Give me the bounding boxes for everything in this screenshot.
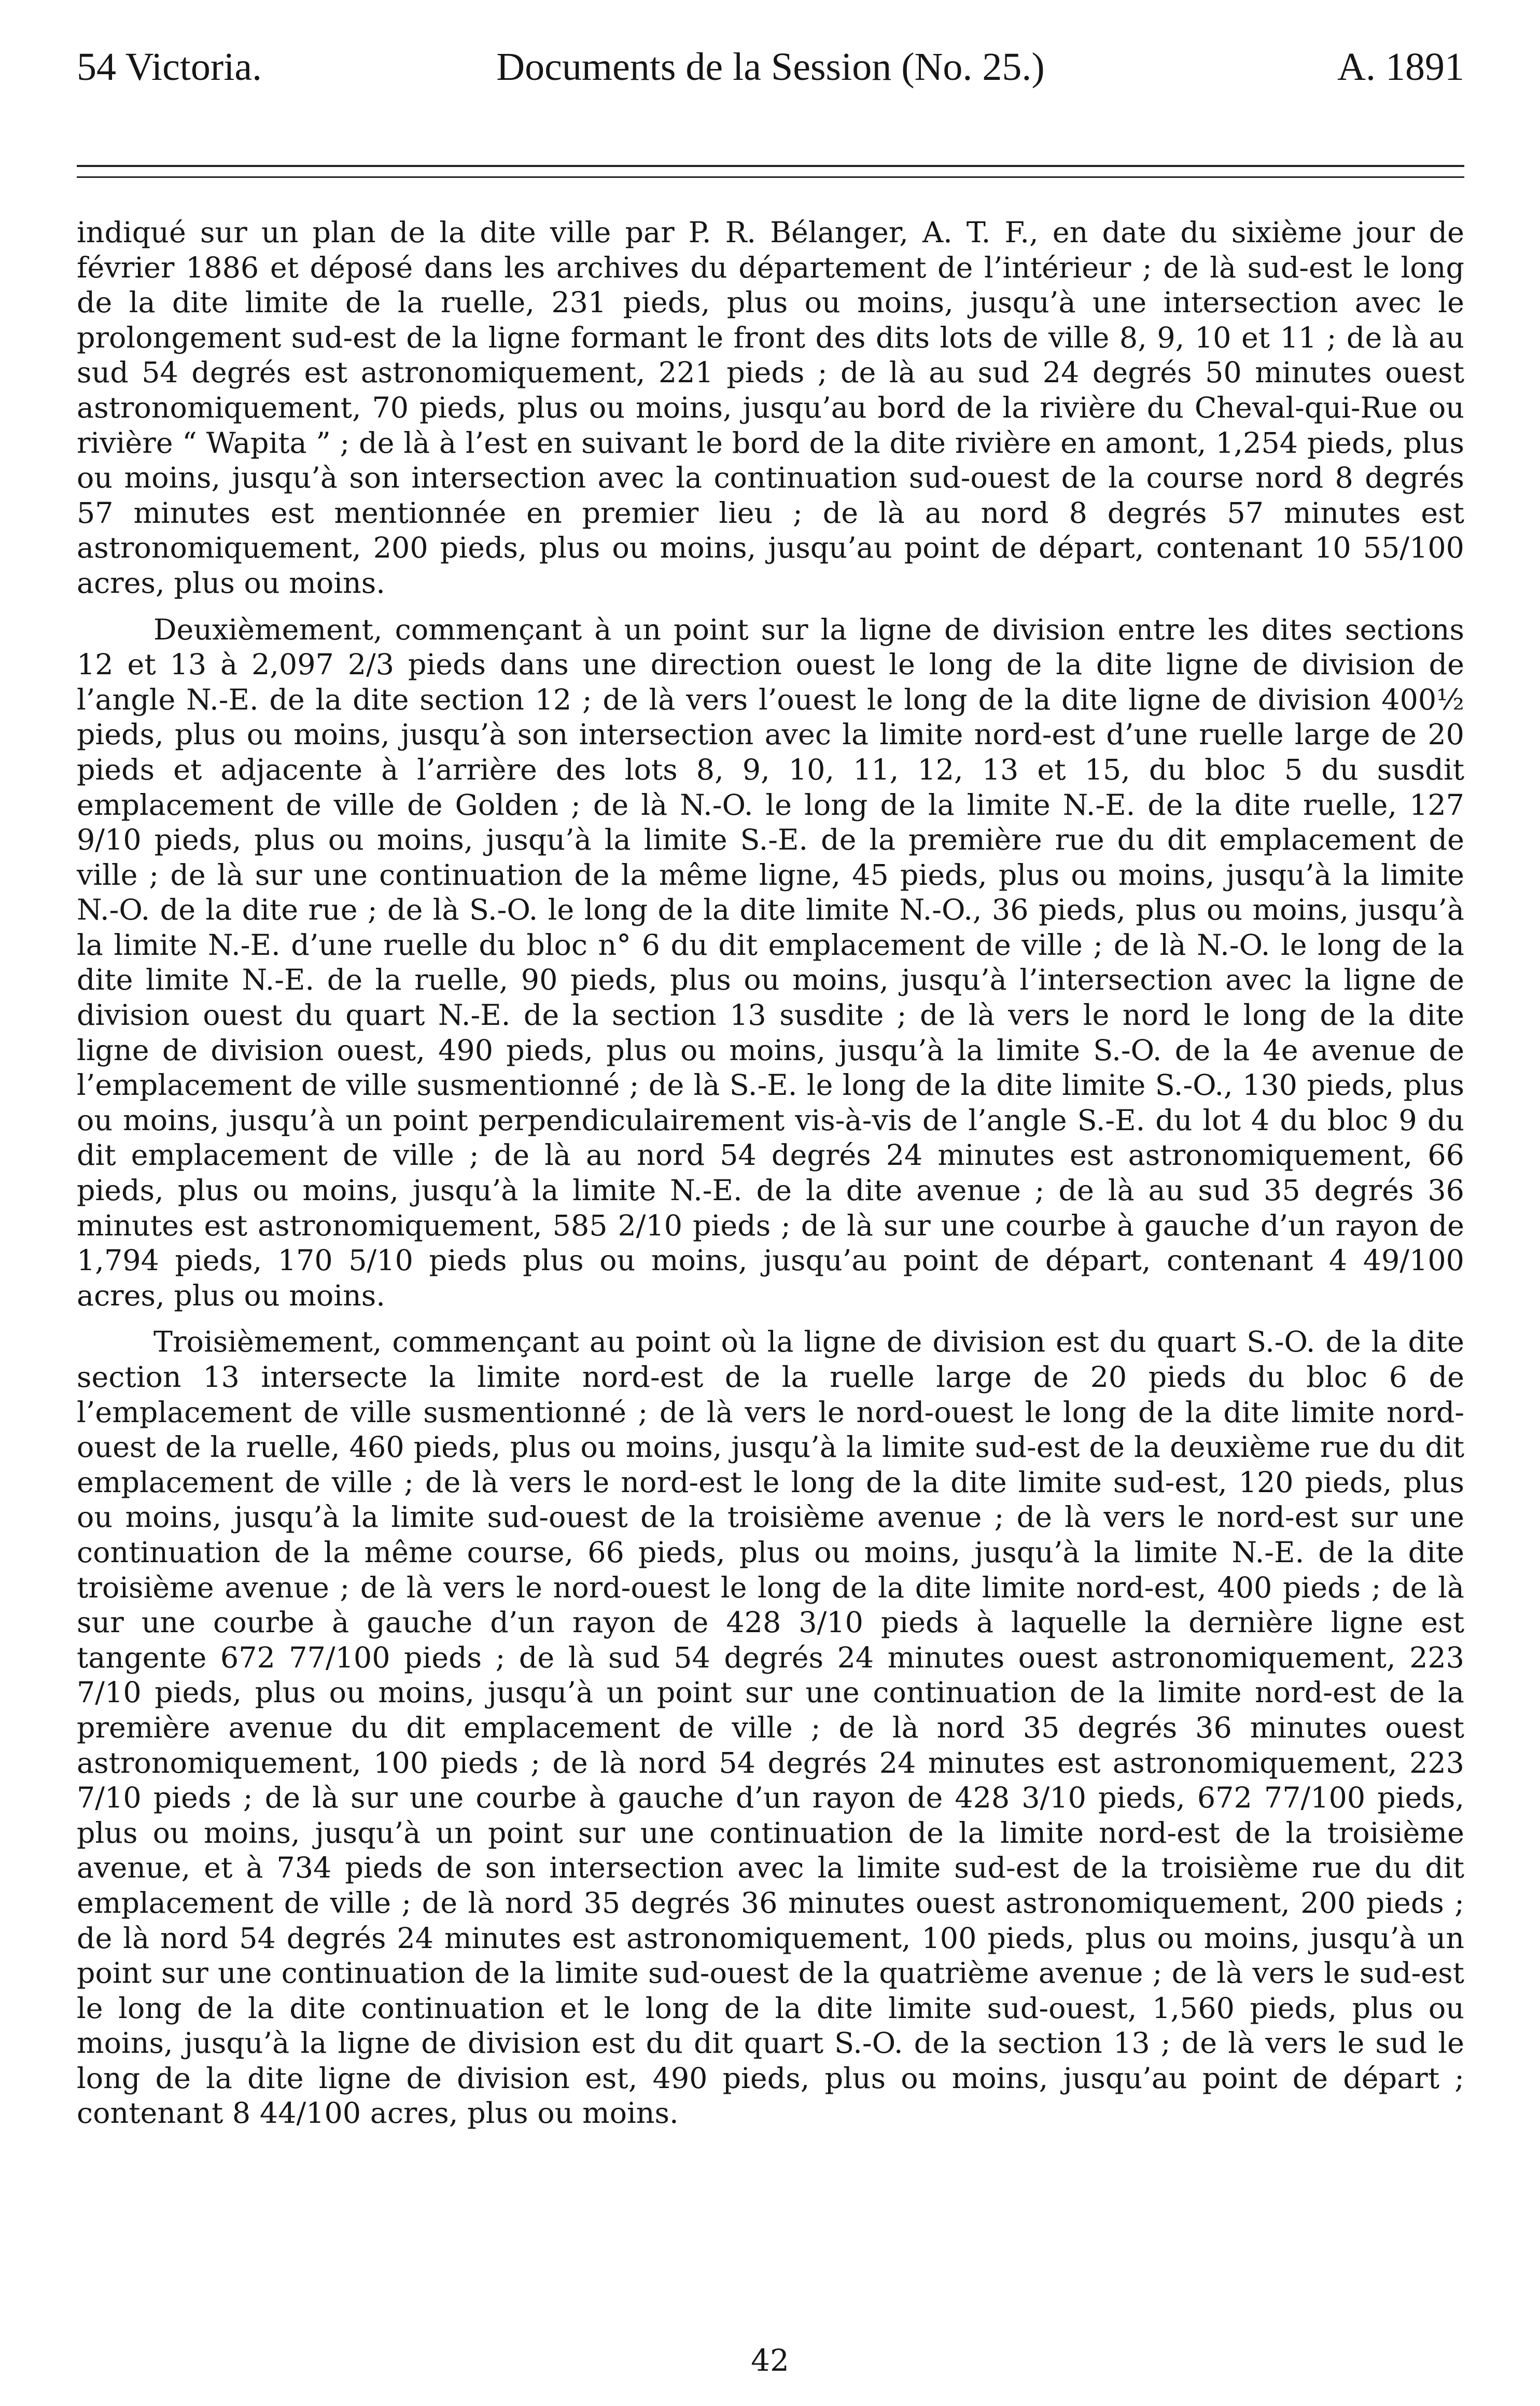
document-body [77,215,1464,2331]
paragraph-troisiemement: Troisièmement, commençant au point où la ligne de division est du quart S.-O. de la dite section 13 intersecte la limite nord-est de la ruelle large de 20 pieds du bloc 6 de l’emplacement de ville susmentionné ; de là vers le nord-ouest le long de la dite limite nord-ouest de la ruelle, 460 pieds, plus ou moins, jusqu’à la limite sud-est de la deuxième rue du dit emplacement de ville ; de là vers le nord-est le long de la dite limite sud-est, 120 pieds, plus ou moins, jusqu’à la limite sud-ouest de la troisième avenue ; de là vers le nord-est sur une continuation de la même course, 66 pieds, plus ou moins, jusqu’à la limite N.-E. de la dite troisième avenue ; de là vers le nord-ouest le long de la dite limite nord-est, 400 pieds ; de là sur une courbe à gauche d’un rayon de 428 3/10 pieds à laquelle la dernière ligne est tangente 672 77/100 pieds ; de là sud 54 degrés 24 minutes ouest astronomiquement, 223 7/10 pieds, plus ou moins, jusqu’à un point sur une continuation de la limite nord-est de la première avenue du dit emplacement de ville ; de là nord 35 degrés 36 minutes ouest astronomiquement, 100 pieds ; de là nord 54 degrés 24 minutes est astronomiquement, 223 7/10 pieds ; de là sur une courbe à gauche d’un rayon de 428 3/10 pieds, 672 77/100 pieds, plus ou moins, jusqu’à un point sur une continuation de la limite nord-est de la troisième avenue, et à 734 pieds de son intersection avec la limite sud-est de la troisième rue du dit emplacement de ville ; de là nord 35 degrés 36 minutes ouest astronomiquement, 200 pieds ; de là nord 54 degrés 24 minutes est astronomiquement, 100 pieds, plus ou moins, jusqu’à un point sur une continuation de la limite sud-ouest de la quatrième avenue ; de là vers le sud-est le long de la dite continuation et le long de la dite limite sud-ouest, 1,560 pieds, plus ou moins, jusqu’à la ligne de division est du dit quart S.-O. de la section 13 ; de là vers le sud le long de la dite ligne de division est, 490 pieds, plus ou moins, jusqu’au point de départ ; contenant 8 44/100 acres, plus ou moins. [77,1325,1464,2131]
paragraph-deuxiemement: Deuxièmement, commençant à un point sur la ligne de division entre les dites sections 12 et 13 à 2,097 2/3 pieds dans une direction ouest le long de la dite ligne de division de l’angle N.-E. de la dite section 12 ; de là vers l’ouest le long de la dite ligne de division 400½ pieds, plus ou moins, jusqu’à son intersection avec la limite nord-est d’une ruelle large de 20 pieds et adjacente à l’arrière des lots 8, 9, 10, 11, 12, 13 et 15, du bloc 5 du susdit emplacement de ville de Golden ; de là N.-O. le long de la limite N.-E. de la dite ruelle, 127 9/10 pieds, plus ou moins, jusqu’à la limite S.-E. de la première rue du dit emplacement de ville ; de là sur une continuation de la même ligne, 45 pieds, plus ou moins, jusqu’à la limite N.-O. de la dite rue ; de là S.-O. le long de la dite limite N.-O., 36 pieds, plus ou moins, jusqu’à la limite N.-E. d’une ruelle du bloc n° 6 du dit emplacement de ville ; de là N.-O. le long de la dite limite N.-E. de la ruelle, 90 pieds, plus ou moins, jusqu’à l’intersection avec la ligne de division ouest du quart N.-E. de la section 13 susdite ; de là vers le nord le long de la dite ligne de division ouest, 490 pieds, plus ou moins, jusqu’à la limite S.-O. de la 4e avenue de l’emplacement de ville susmentionné ; de là S.-E. le long de la dite limite S.-O., 130 pieds, plus ou moins, jusqu’à un point perpendiculairement vis-à-vis de l’angle S.-E. du lot 4 du bloc 9 du dit emplacement de ville ; de là au nord 54 degrés 24 minutes est astronomiquement, 66 pieds, plus ou moins, jusqu’à la limite N.-E. de la dite avenue ; de là au sud 35 degrés 36 minutes est astronomiquement, 585 2/10 pieds ; de là sur une courbe à gauche d’un rayon de 1,794 pieds, 170 5/10 pieds plus ou moins, jusqu’au point de départ, contenant 4 49/100 acres, plus ou moins. [77,613,1464,1313]
header-annee: A. 1891 [1337,45,1464,89]
header-rule-bottom [77,176,1464,178]
page-number: 42 [751,2343,789,2378]
header-rule-top [77,165,1464,167]
paragraph-continuation: indiqué sur un plan de la dite ville par P. R. Bélanger, A. T. F., en date du sixième jour de février 1886 et déposé dans les archives du département de l’intérieur ; de là sud-est le long de la dite limite de la ruelle, 231 pieds, plus ou moins, jusqu’à une intersection avec le prolongement sud-est de la ligne formant le front des dits lots de ville 8, 9, 10 et 11 ; de là au sud 54 degrés est astronomiquement, 221 pieds ; de là au sud 24 degrés 50 minutes ouest astronomiquement, 70 pieds, plus ou moins, jusqu’au bord de la rivière du Cheval-qui-Rue ou rivière “ Wapita ” ; de là à l’est en suivant le bord de la dite rivière en amont, 1,254 pieds, plus ou moins, jusqu’à son intersection avec la continuation sud-ouest de la course nord 8 degrés 57 minutes est mentionnée en premier lieu ; de là au nord 8 degrés 57 minutes est astronomiquement, 200 pieds, plus ou moins, jusqu’au point de départ, contenant 10 55/100 acres, plus ou moins. [77,216,1464,600]
header-document-title: Documents de la Session (No. 25.) [496,45,1045,89]
page-header [77,45,1464,102]
header-session-year: 54 Victoria. [77,45,262,89]
